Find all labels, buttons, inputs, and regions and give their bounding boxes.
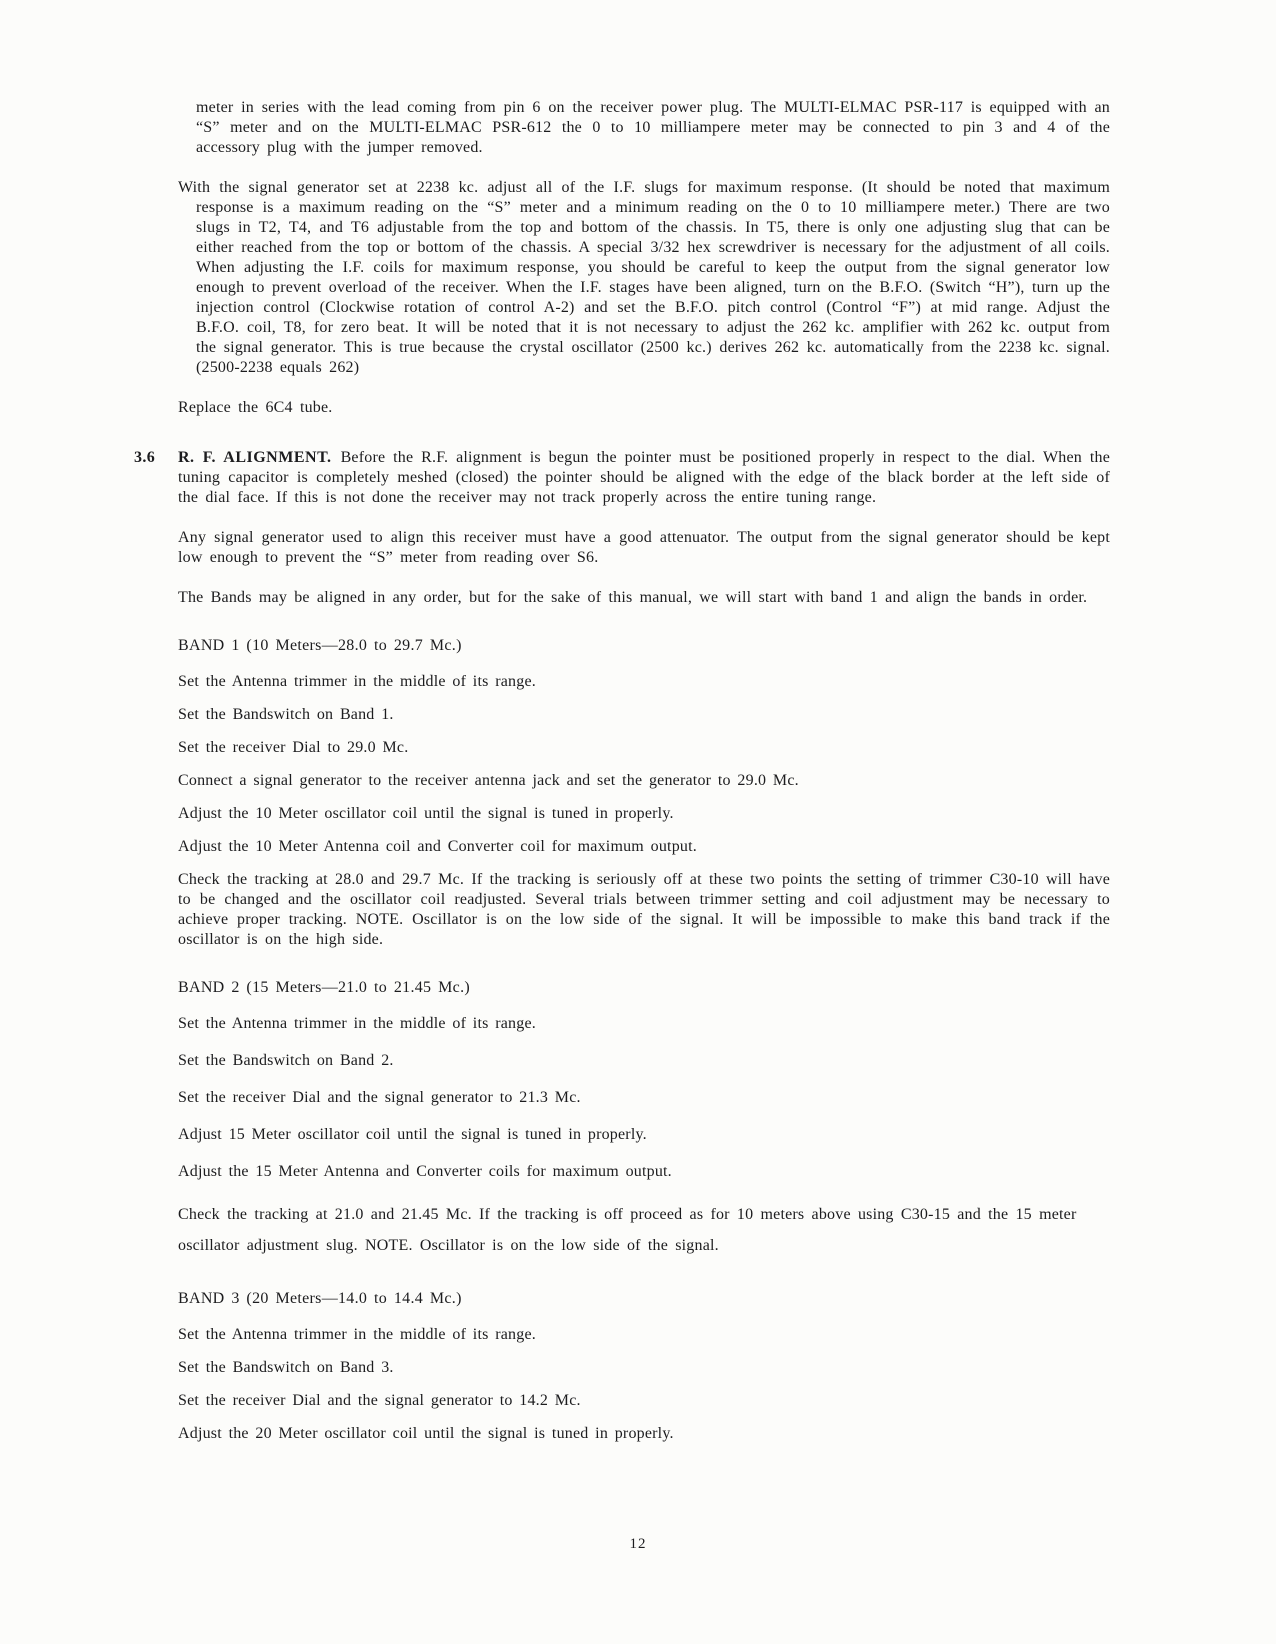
band-3-step: Set the receiver Dial and the signal generator to 14.2 Mc. bbox=[178, 1392, 581, 1409]
band-2-heading: BAND 2 (15 Meters—21.0 to 21.45 Mc.) bbox=[178, 979, 470, 996]
section-rf-alignment bbox=[134, 448, 1110, 508]
section-number: 3.6 bbox=[134, 449, 156, 466]
band-1-step: Set the receiver Dial to 29.0 Mc. bbox=[178, 739, 409, 756]
band-1-step: Set the Antenna trimmer in the middle of its range. bbox=[178, 673, 536, 690]
paragraph-meter-continuation: meter in series with the lead coming from pin 6 on the receiver power plug. The MULTI-ELMAC PSR-117 is equipped with an “S” meter and on the MULTI-ELMAC PSR-612 the 0 to 10 milliampere meter may be connected to pin 3 and 4 of the accessory plug with the jumper removed. bbox=[196, 99, 1110, 156]
band-3-step: Adjust the 20 Meter oscillator coil until the signal is tuned in properly. bbox=[178, 1425, 674, 1442]
band-2-step: Set the Bandswitch on Band 2. bbox=[178, 1052, 394, 1069]
band-1-tracking-note: Check the tracking at 28.0 and 29.7 Mc. If the tracking is seriously off at these two points the setting of trimmer C30-10 will have to be changed and the oscillator coil readjusted. Several trials between trimmer setting and coil adjustment may be necessary to achieve proper tracking. NOTE. Oscillator is on the low side of the signal. It will be impossible to make this band track if the oscillator is on the high side. bbox=[178, 871, 1110, 948]
section-heading: R. F. ALIGNMENT. bbox=[178, 449, 332, 466]
band-3-heading: BAND 3 (20 Meters—14.0 to 14.4 Mc.) bbox=[178, 1290, 462, 1307]
band-2-tracking-note: Check the tracking at 21.0 and 21.45 Mc. If the tracking is off proceed as for 10 meters above using C30-15 and the 15 meter oscillator adjustment slug. NOTE. Oscillator is on the low side of the signal. bbox=[178, 1206, 1077, 1254]
band-3-step: Set the Bandswitch on Band 3. bbox=[178, 1359, 394, 1376]
band-1-heading: BAND 1 (10 Meters—28.0 to 29.7 Mc.) bbox=[178, 637, 462, 654]
page-number: 12 bbox=[629, 1536, 647, 1552]
band-3-step: Set the Antenna trimmer in the middle of its range. bbox=[178, 1326, 536, 1343]
section-body-text: Before the R.F. alignment is begun the pointer must be positioned properly in respect to the dial. When the tuning capacitor is completely meshed (closed) the pointer should be aligned with the edge of the black border at the left side of the dial face. If this is not done the receiver may not track properly across the entire tuning range. bbox=[178, 449, 1110, 506]
band-1-step: Set the Bandswitch on Band 1. bbox=[178, 706, 394, 723]
paragraph-if-slug-alignment: With the signal generator set at 2238 kc. adjust all of the I.F. slugs for maximum response. (It should be noted that maximum response is a maximum reading on the “S” meter and a minimum reading on the 0 to 10 milliampere meter.) There are two slugs in T2, T4, and T6 adjustable from the top and bottom of the chassis. In T5, there is only one adjusting slug that can be either reached from the top or bottom of the chassis. A special 3/32 hex screwdriver is necessary for the adjustment of all coils. When adjusting the I.F. coils for maximum response, you should be careful to keep the output from the signal generator low enough to prevent overload of the receiver. When the I.F. stages have been aligned, turn on the B.F.O. (Switch “H”), turn up the injection control (Clockwise rotation of control A-2) and set the B.F.O. pitch control (Control “F”) at mid range. Adjust the B.F.O. coil, T8, for zero beat. It will be noted that it is not necessary to adjust the 262 kc. amplifier with 262 kc. output from the signal generator. This is true because the crystal oscillator (2500 kc.) derives 262 kc. automatically from the 2238 kc. signal. (2500-2238 equals 262) bbox=[178, 179, 1110, 376]
paragraph-replace-tube: Replace the 6C4 tube. bbox=[178, 399, 333, 416]
band-2-step: Set the Antenna trimmer in the middle of its range. bbox=[178, 1015, 536, 1032]
text-column bbox=[134, 98, 1110, 1457]
paragraph-attenuator: Any signal generator used to align this receiver must have a good attenuator. The output from the signal generator should be kept low enough to prevent the “S” meter from reading over S6. bbox=[178, 529, 1110, 566]
band-2-step: Adjust the 15 Meter Antenna and Converter coils for maximum output. bbox=[178, 1163, 672, 1180]
band-1-step: Connect a signal generator to the receiver antenna jack and set the generator to 29.0 Mc. bbox=[178, 772, 799, 789]
band-2-step: Set the receiver Dial and the signal generator to 21.3 Mc. bbox=[178, 1089, 581, 1106]
band-1-step: Adjust the 10 Meter oscillator coil until the signal is tuned in properly. bbox=[178, 805, 674, 822]
band-2-step: Adjust 15 Meter oscillator coil until the signal is tuned in properly. bbox=[178, 1126, 647, 1143]
paragraph-band-order: The Bands may be aligned in any order, but for the sake of this manual, we will start with band 1 and align the bands in order. bbox=[178, 589, 1088, 606]
band-1-step: Adjust the 10 Meter Antenna coil and Converter coil for maximum output. bbox=[178, 838, 697, 855]
